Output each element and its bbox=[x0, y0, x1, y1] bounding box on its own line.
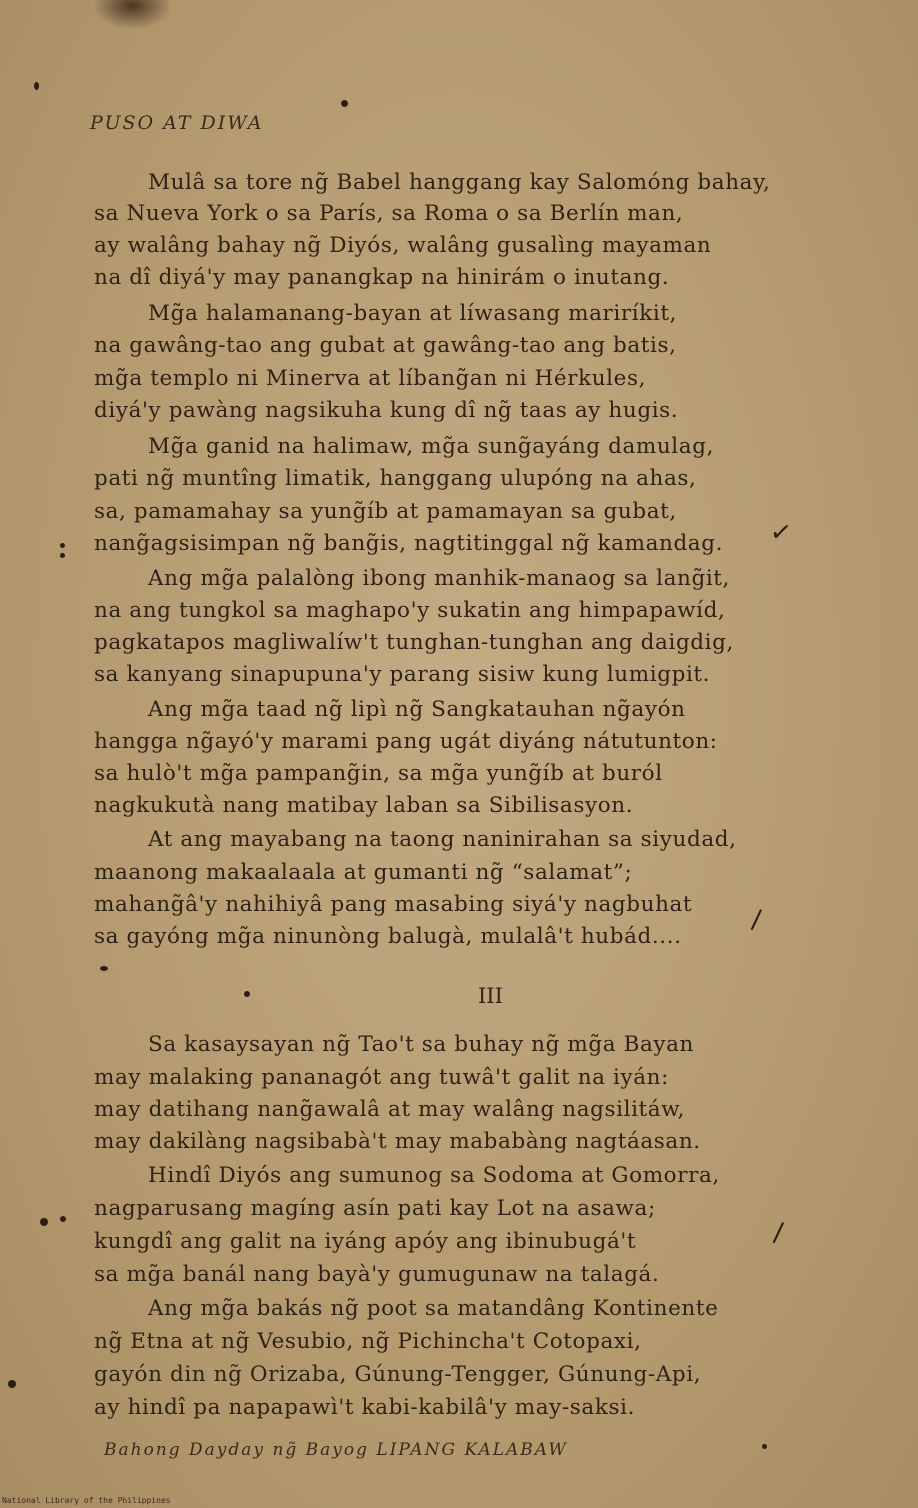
ink-fleck bbox=[244, 991, 250, 997]
verse-line: may dakilàng nagsibabà't may mababàng nagtáasan. bbox=[94, 1129, 701, 1154]
verse-line: na gawâng-tao ang gubat at gawâng-tao ang batis, bbox=[94, 333, 677, 358]
verse-line: mg̃a templo ni Minerva at líbang̃an ni Hérkules, bbox=[94, 366, 647, 391]
ink-fleck bbox=[60, 1216, 66, 1222]
verse-line: may malaking pananagót ang tuwâ't galit na iyán: bbox=[94, 1065, 669, 1090]
verse-line: Ang mg̃a taad ng̃ lipì ng̃ Sangkatauhan ng̃ayón bbox=[148, 697, 686, 722]
ink-fleck bbox=[40, 1218, 48, 1226]
verse-line: nagkukutà nang matibay laban sa Sibilisasyon. bbox=[94, 793, 634, 818]
verse-line: Mg̃a ganid na halimaw, mg̃a sung̃ayáng damulag, bbox=[148, 434, 714, 459]
verse-line: sa gayóng mg̃a ninunòng balugà, mulalâ't hubád.... bbox=[94, 924, 682, 949]
verse-line: At ang mayabang na taong naninirahan sa siyudad, bbox=[148, 827, 737, 852]
ink-fleck bbox=[8, 1380, 16, 1388]
verse-line: sa hulò't mg̃a pampang̃in, sa mg̃a yung̃íb at buról bbox=[94, 761, 663, 786]
verse-line: na ang tungkol sa maghapo'y sukatin ang himpapawíd, bbox=[94, 598, 726, 623]
margin-slash-mark: ∕ bbox=[749, 904, 763, 936]
verse-line: sa Nueva York o sa París, sa Roma o sa Berlín man, bbox=[94, 201, 684, 226]
verse-line: hangga ng̃ayó'y marami pang ugát diyáng nátutunton: bbox=[94, 729, 718, 754]
verse-line: sa mg̃a banál nang bayà'y gumugunaw na talagá. bbox=[94, 1262, 660, 1287]
verse-line: may datihang nang̃awalâ at may walâng nagsilitáw, bbox=[94, 1097, 686, 1122]
verse-line: gayón din ng̃ Orizaba, Gúnung-Tengger, Gúnung-Api, bbox=[94, 1362, 702, 1387]
ink-fleck bbox=[60, 543, 65, 548]
verse-line: ng̃ Etna at ng̃ Vesubio, ng̃ Pichincha't Cotopaxi, bbox=[94, 1329, 642, 1354]
verse-line: Sa kasaysayan ng̃ Tao't sa buhay ng̃ mg̃a Bayan bbox=[148, 1032, 695, 1057]
verse-line: Mg̃a halamanang-bayan at líwasang mariríkit, bbox=[148, 301, 678, 326]
verse-line: pagkatapos magliwalíw't tunghan-tunghan ang daigdig, bbox=[94, 630, 734, 655]
running-title: PUSO AT DIWA bbox=[90, 112, 264, 134]
verse-line: sa, pamamahay sa yung̃íb at pamamayan sa gubat, bbox=[94, 499, 677, 524]
verse-line: Ang mg̃a bakás ng̃ poot sa matandâng Kontinente bbox=[148, 1296, 719, 1321]
bullet-mark bbox=[341, 100, 348, 107]
verse-line: sa kanyang sinapupuna'y parang sisiw kung lumigpit. bbox=[94, 662, 711, 687]
verse-line: ay hindî pa napapawì't kabi-kabilâ'y may-saksi. bbox=[94, 1395, 636, 1420]
verse-line: na dî diyá'y may panangkap na hinirám o inutang. bbox=[94, 265, 670, 290]
ink-fleck bbox=[100, 966, 108, 971]
ink-fleck bbox=[762, 1444, 767, 1449]
verse-line: ay walâng bahay ng̃ Diyós, walâng gusalìng mayaman bbox=[94, 233, 712, 258]
section-number: III bbox=[478, 984, 503, 1008]
verse-line: mahang̃â'y nahihiyâ pang masabing siyá'y nagbuhat bbox=[94, 892, 693, 917]
library-credit: National Library of the Philippines bbox=[2, 1496, 171, 1505]
verse-line: Hindî Diyós ang sumunog sa Sodoma at Gomorra, bbox=[148, 1163, 720, 1188]
ink-fleck bbox=[60, 553, 65, 558]
verse-line: maanong makaalaala at gumanti ng̃ “salamat”; bbox=[94, 860, 633, 885]
margin-tick-mark: ✓ bbox=[768, 516, 794, 550]
verse-line: kungdî ang galit na iyáng apóy ang ibinubugá't bbox=[94, 1229, 637, 1254]
margin-slash-mark: ∕ bbox=[771, 1217, 785, 1249]
verse-line: Ang mg̃a palalòng ibong manhik-manaog sa lang̃it, bbox=[148, 566, 730, 591]
verse-line: nang̃agsisimpan ng̃ bang̃is, nagtitinggal ng̃ kamandag. bbox=[94, 531, 724, 556]
corner-smudge bbox=[95, 0, 170, 28]
verse-line: nagparusang magíng asín pati kay Lot na asawa; bbox=[94, 1196, 656, 1221]
ink-fleck bbox=[34, 82, 39, 90]
verse-line: diyá'y pawàng nagsikuha kung dî ng̃ taas ay hugis. bbox=[94, 398, 679, 423]
verse-line: pati ng̃ muntîng limatik, hanggang ulupóng na ahas, bbox=[94, 466, 697, 491]
page-footer: Bahong Dayday ng̃ Bayog LIPANG KALABAW bbox=[104, 1440, 568, 1460]
verse-line: Mulâ sa tore ng̃ Babel hanggang kay Salomóng bahay, bbox=[148, 170, 771, 195]
